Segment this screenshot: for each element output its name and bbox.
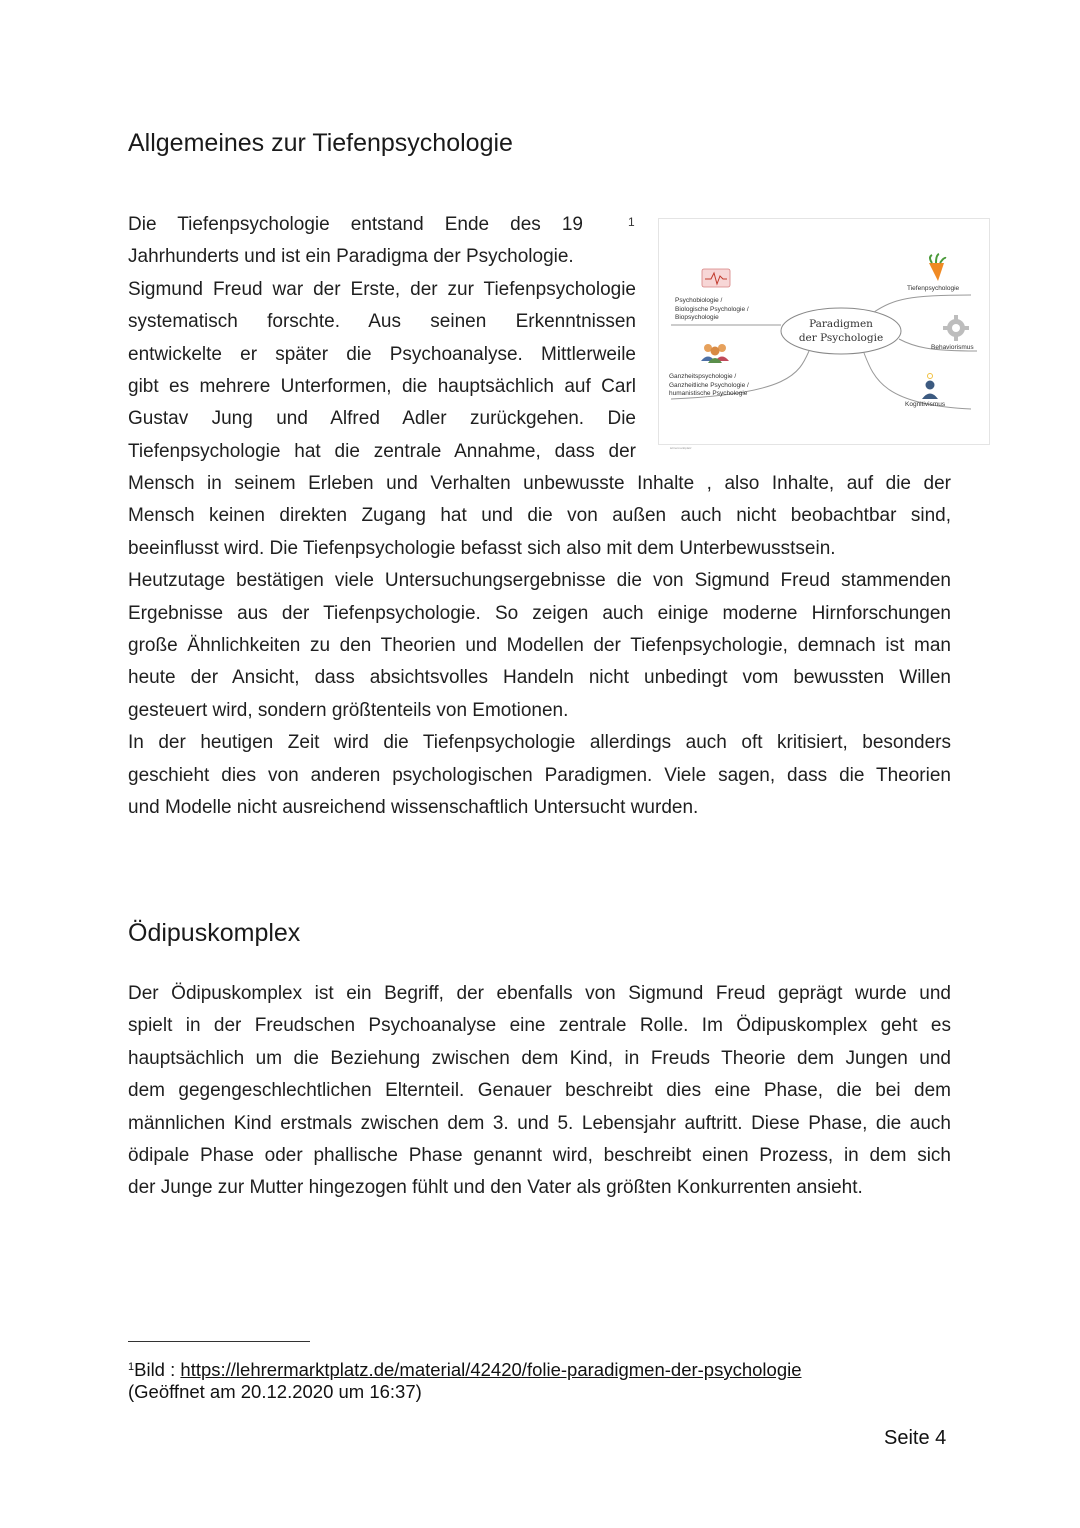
text-line: Ergebnisse aus der Tiefenpsychologie. So zeigen auch einige moderne Hirnforschungen xyxy=(128,602,951,624)
center-label-line: der Psychologie xyxy=(798,332,884,344)
text-line: Der Ödipuskomplex ist ein Begriff, der ebenfalls von Sigmund Freud geprägt wurde und xyxy=(128,983,951,1004)
text-line: große Ähnlichkeiten zu den Theorien und Modellen der Tiefenpsychologie, demnach ist man xyxy=(128,635,951,657)
page-number: Seite 4 xyxy=(884,1427,947,1449)
node-line: Ganzheitspsychologie / xyxy=(669,373,737,380)
footnote-opened-date: (Geöffnet am 20.12.2020 um 16:37) xyxy=(128,1381,422,1402)
text-line: gibt es mehrere Unterformen, die hauptsächlich auf Carl xyxy=(128,376,636,398)
text-line: Die Tiefenpsychologie entstand Ende des 19 xyxy=(128,214,583,235)
text-line: spielt in der Freudschen Psychoanalyse eine zentrale Rolle. Im Ödipuskomplex geht es xyxy=(128,1015,951,1037)
footnote-prefix: Bild : xyxy=(134,1359,181,1380)
node-line: Biologische Psychologie / xyxy=(675,305,749,313)
text-line: Heutzutage bestätigen viele Untersuchungsergebnisse die von Sigmund Freud stammenden xyxy=(128,570,951,592)
node-label-kognitivismus: Kognitivismus xyxy=(905,401,946,408)
text-line: männlichen Kind erstmals zwischen dem 3. und 5. Lebensjahr auftritt. Diese Phase, die auch xyxy=(128,1112,951,1134)
heartbeat-icon xyxy=(702,269,730,287)
text-line: In der heutigen Zeit wird die Tiefenpsychologie allerdings auch oft kritisiert, besonders xyxy=(128,732,951,754)
text-line: systematisch forschte. Aus seinen Erkenntnissen xyxy=(128,311,636,333)
paragraph-oedipuskomplex xyxy=(128,978,951,1205)
footnote-marker: 1 xyxy=(128,1361,135,1373)
footnote-line xyxy=(128,1356,802,1381)
text-line: heute der Ansicht, dass absichtsvolles Handeln nicht unbedingt vom bewussten Willen xyxy=(128,667,951,689)
text-line: Gustav Jung und Alfred Adler zurückgehen. Die xyxy=(128,408,636,430)
center-label xyxy=(783,317,899,345)
footnote-divider xyxy=(128,1341,310,1342)
footnote-reference: 1 xyxy=(628,215,635,229)
text-line: Jahrhunderts und ist ein Paradigma der Psychologie. xyxy=(128,246,574,268)
paradigmen-diagram xyxy=(658,218,990,445)
text-line: der Junge zur Mutter hingezogen fühlt und den Vater als größten Konkurrenten ansieht. xyxy=(128,1177,863,1199)
node-line: Ganzheitliche Psychologie / xyxy=(669,381,749,389)
section-heading-oedipuskomplex: Ödipuskomplex xyxy=(128,919,301,947)
center-label-line: Paradigmen xyxy=(809,318,873,330)
text-line: gesteuert wird, sondern größtenteils von Emotionen. xyxy=(128,699,569,721)
carrot-icon xyxy=(929,254,946,281)
text-line: entwickelte er später die Psychoanalyse. Mittlerweile xyxy=(128,343,636,365)
paragraph-intro-wrapped xyxy=(128,209,636,468)
connector-tiefenpsychologie xyxy=(874,295,971,312)
people-group-icon xyxy=(701,344,729,363)
text-line: beeinflusst wird. Die Tiefenpsychologie befasst sich also mit dem Unterbewusstsein. xyxy=(128,537,836,559)
text-line: Sigmund Freud war der Erste, der zur Tiefenpsychologie xyxy=(128,278,636,300)
section-heading-tiefenpsychologie: Allgemeines zur Tiefenpsychologie xyxy=(128,129,513,157)
node-line: humanistische Psychologie xyxy=(669,390,748,397)
text-line: ödipale Phase oder phallische Phase genannt wird, beschreibt einen Prozess, in dem sich xyxy=(128,1145,951,1167)
footnote-link[interactable]: https://lehrermarktplatz.de/material/42420/folie-paradigmen-der-psychologie xyxy=(180,1359,802,1380)
text-line: und Modelle nicht ausreichend wissenschaftlich Untersucht wurden. xyxy=(128,797,699,819)
node-label-ganzheitspsychologie xyxy=(669,373,749,399)
gear-icon xyxy=(943,315,969,341)
text-line: hauptsächlich um die Beziehung zwischen dem Kind, in Freuds Theorie dem Jungen und xyxy=(128,1047,951,1069)
text-line: Tiefenpsychologie hat die zentrale Annahme, dass der xyxy=(128,440,636,462)
text-line: dem gegengeschlechtlichen Elternteil. Genauer beschreibt dies eine Phase, die bei dem xyxy=(128,1080,951,1102)
footnote xyxy=(128,1356,802,1403)
paragraph-intro-full xyxy=(128,468,951,824)
text-line: geschieht dies von anderen psychologischen Paradigmen. Viele sagen, dass die Theorien xyxy=(128,764,951,786)
image-credit: lehrermarktplatz xyxy=(670,446,692,450)
node-line: Biopsychologie xyxy=(675,314,719,321)
node-label-behaviorismus: Behaviorismus xyxy=(931,344,974,351)
node-label-tiefenpsychologie: Tiefenpsychologie xyxy=(907,285,960,292)
text-line: Mensch in seinem Erleben und Verhalten unbewusste Inhalte , also Inhalte, auf die der xyxy=(128,473,951,494)
text-line: Mensch keinen direkten Zugang hat und die von außen auch nicht beobachtbar sind, xyxy=(128,505,951,527)
node-line: Psychobiologie / xyxy=(675,297,723,304)
node-label-psychobiologie xyxy=(675,297,749,323)
thinking-person-icon xyxy=(922,374,938,400)
